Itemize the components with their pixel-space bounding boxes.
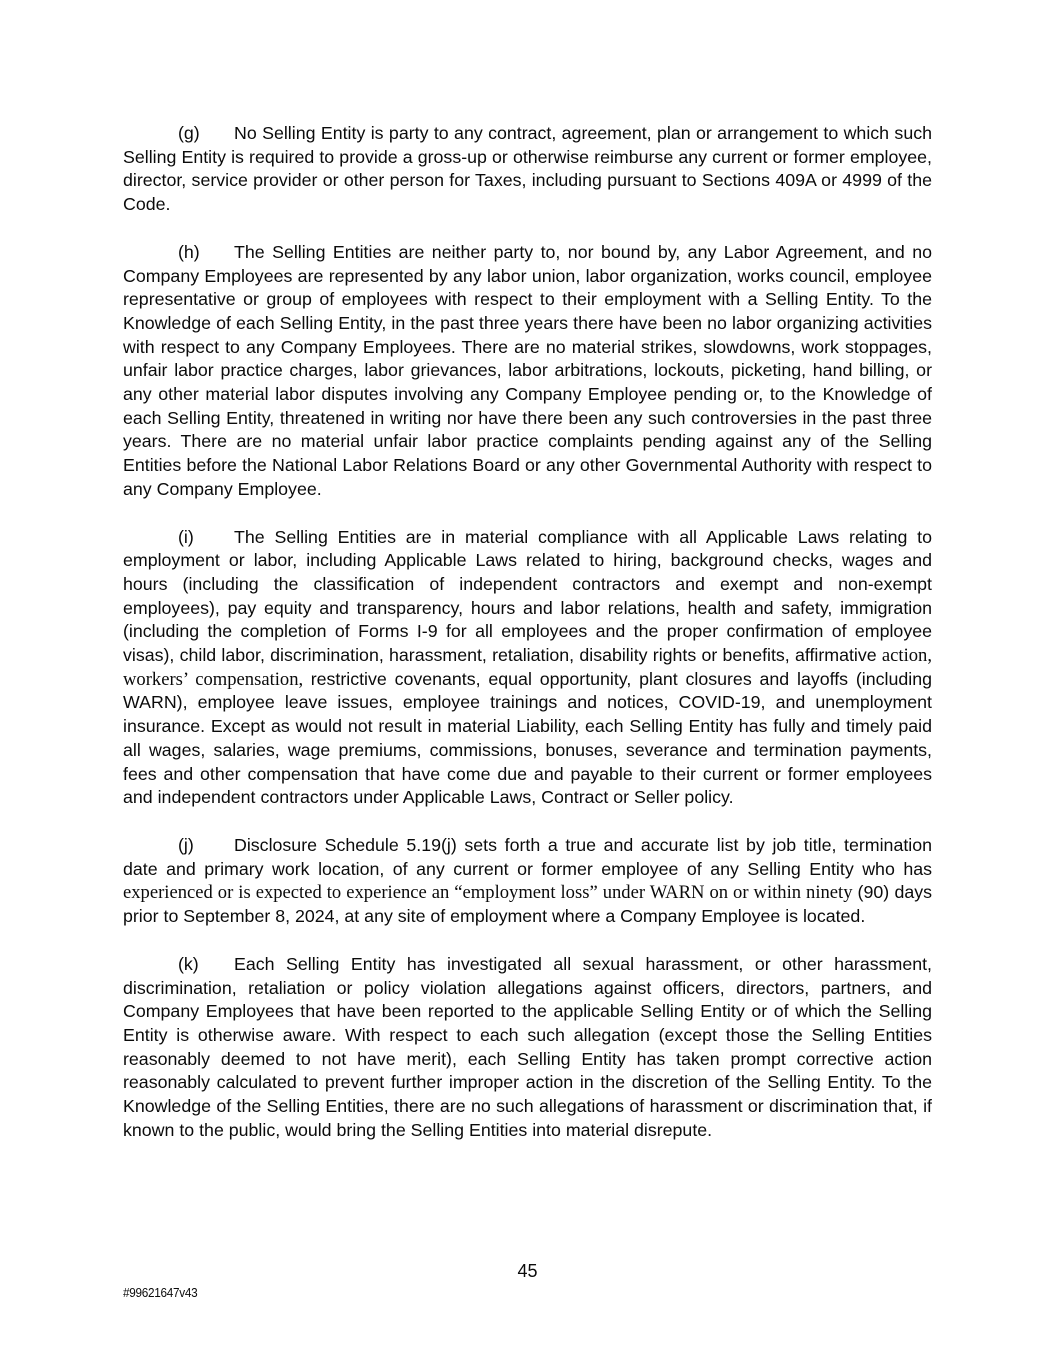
paragraph-h <box>123 241 932 502</box>
paragraph-i-text-part1: The Selling Entities are in material compliance with all Applicable Laws relating to employment or labor, including Applicable Laws related to hiring, background checks, wages and hours (including the classification of independent contractors and exempt and non-exempt employees), pay equity and transparency, hours and labor relations, health and safety, immigration (including the completion of Forms I-9 for all employees and the proper confirmation of employee visas), child labor, discrimination, harassment, retaliation, disability rights or benefits, affirmative <box>123 526 932 666</box>
paragraph-j <box>123 834 932 929</box>
paragraph-h-text: The Selling Entities are neither party to, nor bound by, any Labor Agreement, and no Company Employees are represented by any labor union, labor organization, works council, employee representative or group of employees with respect to their employment with a Selling Entity. To the Knowledge of each Selling Entity, in the past three years there have been no labor organizing activities with respect to any Company Employees. There are no material strikes, slowdowns, work stoppages, unfair labor practice charges, labor grievances, labor arbitrations, lockouts, picketing, hand billing, or any other material labor disputes involving any Company Employee pending or, to the Knowledge of each Selling Entity, threatened in writing nor have there been any such controversies in the past three years. There are no material unfair labor practice complaints pending against any of the Selling Entities before the National Labor Relations Board or any other Governmental Authority with respect to any Company Employee. <box>123 241 932 499</box>
paragraph-i-text-serif: action, workers’ compensation, <box>123 645 932 690</box>
paragraph-j-label: (j) <box>178 834 194 855</box>
paragraph-j-text-part1: Disclosure Schedule 5.19(j) sets forth a true and accurate list by job title, termination date and primary work location, of any current or former employee of any Selling Entity who has <box>123 834 932 879</box>
page-number: 45 <box>517 1261 538 1281</box>
paragraph-g-text: No Selling Entity is party to any contract, agreement, plan or arrangement to which such Selling Entity is required to provide a gross-up or otherwise reimburse any current or former employee, director, service provider or other person for Taxes, including pursuant to Sections 409A or 4999 of the Code. <box>123 123 932 215</box>
document-id-footer: #99621647v43 <box>123 1286 198 1300</box>
paragraph-i-label: (i) <box>178 526 194 547</box>
paragraph-i-text-part2: restrictive covenants, equal opportunity, plant closures and layoffs (including WARN), employee leave issues, employee trainings and notices, COVID-19, and unemployment insurance. Except as would not result in material Liability, each Selling Entity has fully and timely paid all wages, salaries, wage premiums, commissions, bonuses, severance and termination payments, fees and other compensation that have come due and payable to their current or former employees and independent contractors under Applicable Laws, Contract or Seller policy. <box>123 668 932 808</box>
paragraph-h-label: (h) <box>178 241 200 262</box>
paragraph-j-text-serif: experienced or is expected to experience an “employment loss” under WARN on or within ninety <box>123 882 858 904</box>
paragraph-k-text: Each Selling Entity has investigated all sexual harassment, or other harassment, discrimination, retaliation or policy violation allegations against officers, directors, partners, and Company Employees that have been reported to the applicable Selling Entity or of which the Selling Entity is otherwise aware. With respect to each such allegation (except those the Selling Entities reasonably deemed to not have merit), each Selling Entity has taken prompt corrective action reasonably calculated to prevent further improper action in the discretion of the Selling Entity. To the Knowledge of the Selling Entities, there are no such allegations of harassment or discrimination that, if known to the public, would bring the Selling Entities into material disrepute. <box>123 953 932 1140</box>
paragraph-k-label: (k) <box>178 953 199 974</box>
document-body <box>123 122 932 1142</box>
paragraph-k <box>123 953 932 1143</box>
paragraph-i <box>123 526 932 810</box>
paragraph-j-text-part2: (90) days prior to September 8, 2024, at any site of employment where a Company Employee is located. <box>123 882 933 927</box>
paragraph-g-label: (g) <box>178 123 200 143</box>
paragraph-g <box>123 122 932 217</box>
